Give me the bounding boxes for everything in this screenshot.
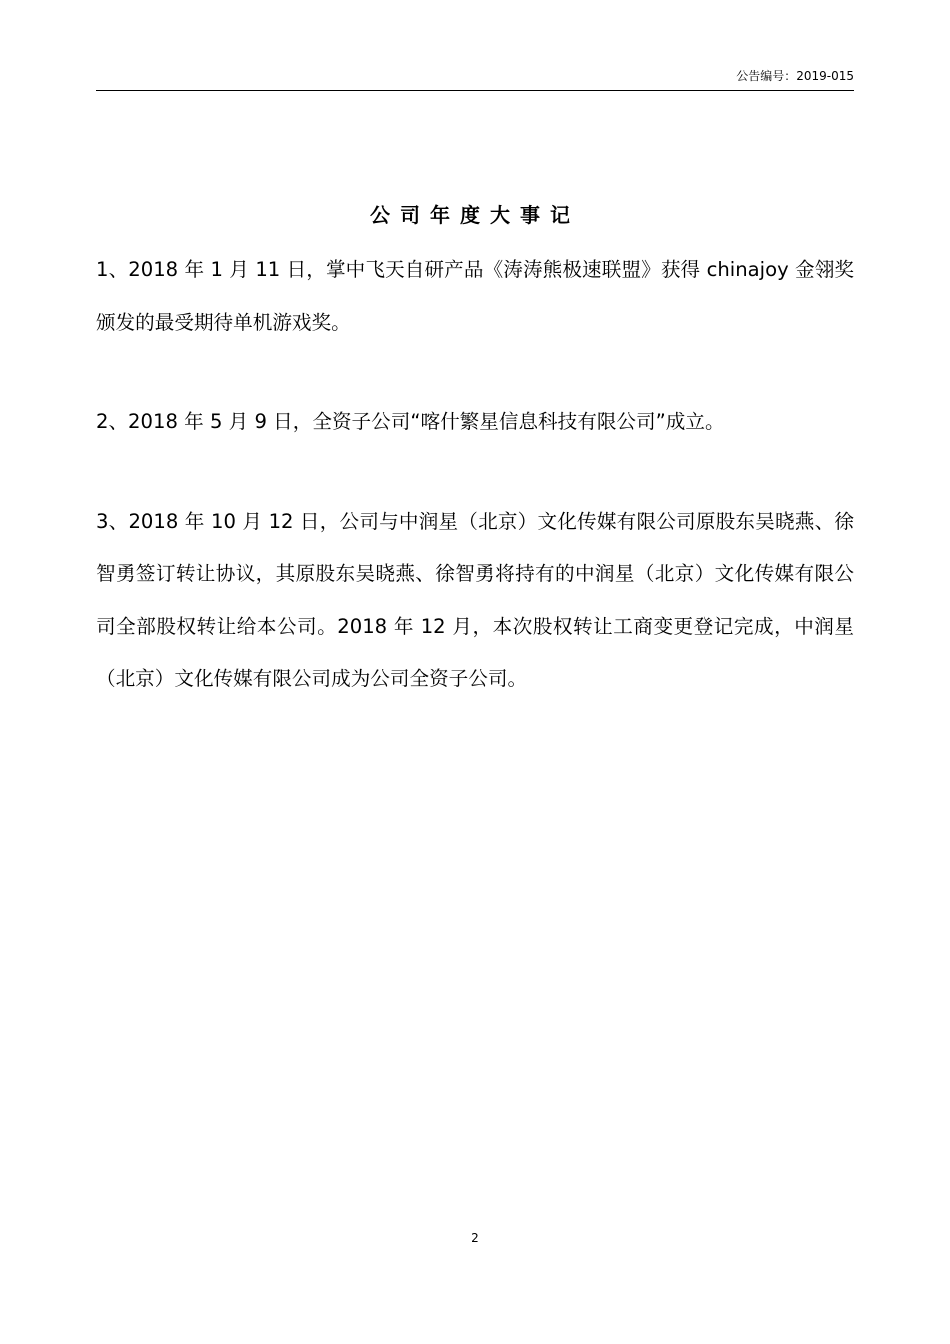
document-title: 公司年度大事记 (370, 203, 580, 227)
events-list (96, 244, 854, 753)
announcement-number: 公告编号：2019-015 (736, 69, 854, 83)
event-item-1: 1、2018 年 1 月 11 日，掌中飞天自研产品《涛涛熊极速联盟》获得 chinajoy 金翎奖颁发的最受期待单机游戏奖。 (96, 258, 854, 334)
event-item-2: 2、2018 年 5 月 9 日，全资子公司“喀什繁星信息科技有限公司”成立。 (96, 410, 725, 433)
event-item-3: 3、2018 年 10 月 12 日，公司与中润星（北京）文化传媒有限公司原股东吴晓燕、徐智勇签订转让协议，其原股东吴晓燕、徐智勇将持有的中润星（北京）文化传媒有限公司全部股权转让给本公司。2018 年 12 月，本次股权转让工商变更登记完成，中润星（北京）文化传媒有限公司成为公司全资子公司。 (96, 509, 854, 690)
page-header (96, 66, 854, 91)
page-number: 2 (471, 1231, 479, 1245)
